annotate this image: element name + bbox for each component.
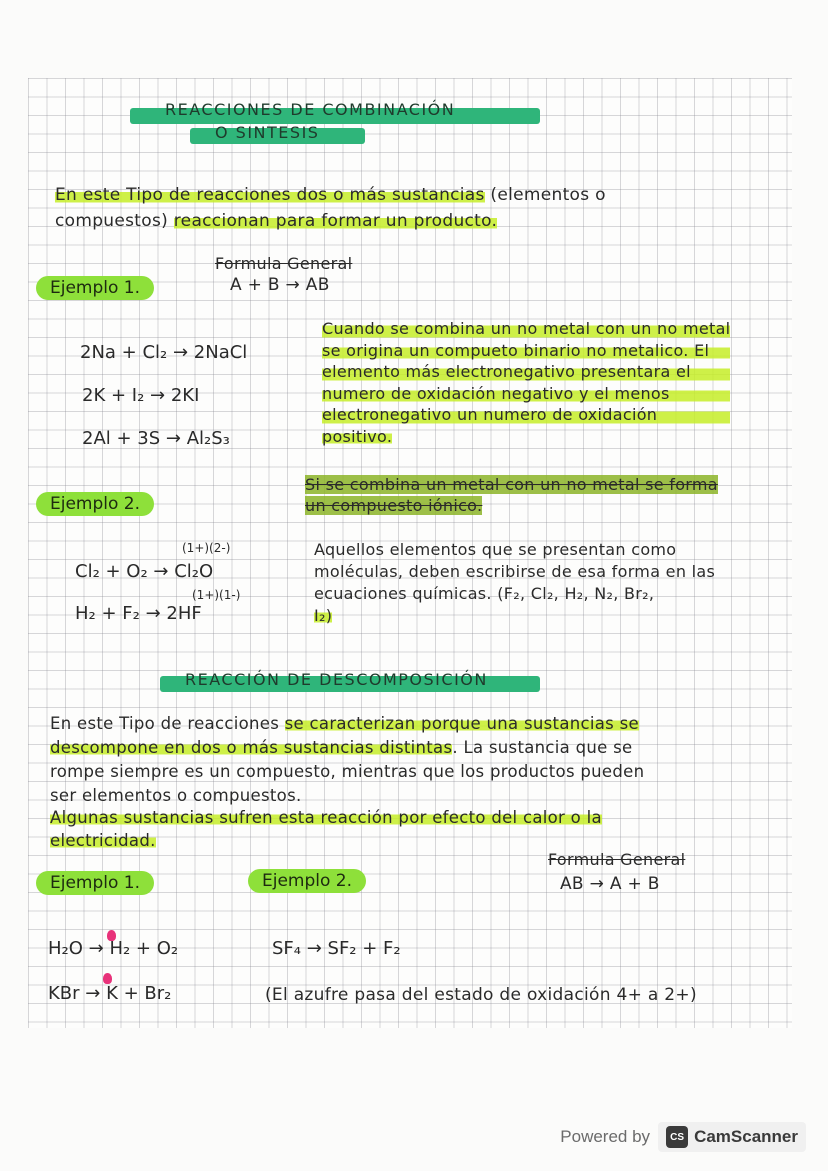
camscanner-footer [560, 1122, 806, 1152]
s2-line5: Algunas sustancias sufren esta reacción por efecto del calor o la [50, 808, 602, 827]
formula-general: A + B → AB [230, 275, 330, 295]
intro-line2: compuestos) reaccionan para formar un producto. [55, 211, 498, 231]
eq-sf4: SF₄ → SF₂ + F₂ [272, 938, 401, 959]
note2: Si se combina un metal con un no metal se forma un compuesto iónico. [305, 475, 718, 515]
eq-kbr: KBr → K + Br₂ [48, 983, 172, 1004]
oxidation-states-1: (1+)(2-) [182, 541, 231, 555]
oxidation-states-2: (1+)(1-) [192, 588, 241, 602]
example2-pill: Ejemplo 2. [36, 492, 154, 516]
s2-example1-pill: Ejemplo 1. [36, 871, 154, 895]
eq-2na-cl2: 2Na + Cl₂ → 2NaCl [80, 342, 248, 363]
eq-2al-3s: 2Al + 3S → Al₂S₃ [82, 428, 230, 449]
camscanner-name: CamScanner [694, 1127, 798, 1146]
s2-line2: descompone en dos o más sustancias distintas. La sustancia que se [50, 738, 633, 757]
powered-by-text: Powered by [560, 1127, 651, 1146]
example1-pill: Ejemplo 1. [36, 276, 154, 300]
eq-2k-i2: 2K + I₂ → 2KI [82, 385, 200, 406]
s2-line3: rompe siempre es un compuesto, mientras que los productos pueden [50, 762, 645, 781]
eq-h2o: H₂O → H₂ + O₂ [48, 938, 179, 959]
s2-formula-label: Formula General [548, 850, 686, 869]
section1-title-line2: O SINTESIS [215, 123, 320, 142]
s2-line6: electricidad. [50, 831, 156, 850]
s2-example2-pill: Ejemplo 2. [248, 869, 366, 893]
eq-h2-f2: H₂ + F₂ → 2HF [75, 603, 202, 624]
section2-title: REACCIÓN DE DESCOMPOSICIÓN [185, 670, 488, 689]
note3: Aquellos elementos que se presentan como moléculas, deben escribirse de esa forma en las ecuaciones químicas. (F₂, Cl₂, H₂, N₂, Br₂, I₂) [314, 540, 716, 625]
note1: Cuando se combina un no metal con un no metal se origina un compueto binario no metalico. El elemento más electronegativo presentara el numero de oxidación negativo y el menos electronegativo un numero de oxidación positivo. [322, 319, 731, 446]
camscanner-brand [658, 1122, 806, 1152]
s2-line4: ser elementos o compuestos. [50, 786, 302, 805]
section1-title-line1: REACCIONES DE COMBINACIÓN [165, 100, 456, 119]
formula-general-label: Formula General [215, 254, 353, 273]
eq-cl2-o2: Cl₂ + O₂ → Cl₂O [75, 561, 214, 582]
s2-note: (El azufre pasa del estado de oxidación 4+ a 2+) [265, 985, 697, 1005]
intro-line1: En este Tipo de reacciones dos o más sustancias (elementos o [55, 185, 606, 205]
camscanner-logo-icon: CS [666, 1126, 688, 1148]
s2-formula: AB → A + B [560, 874, 660, 894]
s2-line1: En este Tipo de reacciones se caracterizan porque una sustancias se [50, 714, 639, 733]
